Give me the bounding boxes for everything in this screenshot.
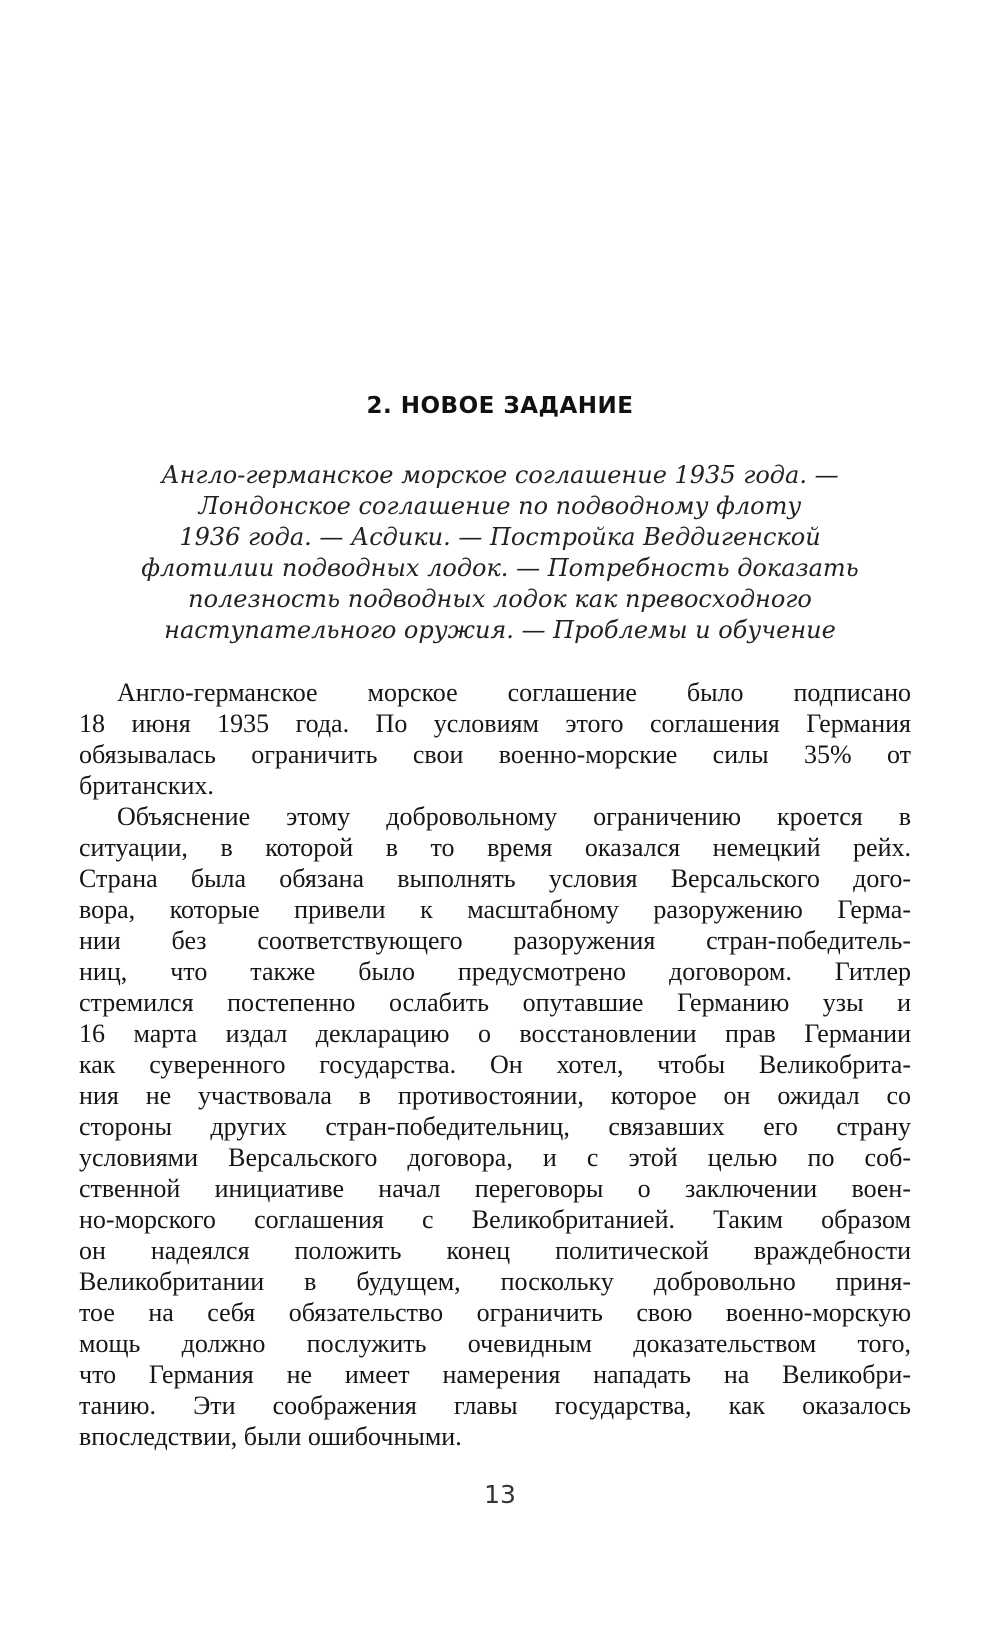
- text-line: 16 марта издал декларацию о восстановлении прав Германии: [79, 1019, 911, 1048]
- text-line: он надеялся положить конец политической враждебности: [79, 1236, 911, 1265]
- paragraph-2: [79, 801, 911, 1452]
- text-line: Великобритании в будущем, поскольку добровольно приня-: [79, 1267, 911, 1296]
- text-line: британских.: [79, 771, 214, 800]
- text-line: стремился постепенно ослабить опутавшие Германию узы и: [79, 988, 911, 1017]
- summary-line: 1936 года. — Асдики. — Постройка Веддигенской: [179, 523, 821, 551]
- text-line: ситуации, в которой в то время оказался немецкий рейх.: [79, 833, 911, 862]
- summary-line: флотилии подводных лодок. — Потребность доказать: [141, 554, 859, 582]
- summary-line: Англо-германское морское соглашение 1935 года. —: [161, 461, 839, 489]
- page-number: 13: [484, 1480, 516, 1509]
- summary-line: Лондонское соглашение по подводному флоту: [198, 492, 802, 520]
- text-line: но-морского соглашения с Великобританией. Таким образом: [79, 1205, 911, 1234]
- text-line: ния не участвовала в противостоянии, которое он ожидал со: [79, 1081, 911, 1110]
- text-line: условиями Версальского договора, и с этой целью по соб-: [79, 1143, 911, 1172]
- text-line: что Германия не имеет намерения нападать на Великобри-: [79, 1360, 911, 1389]
- text-line: ниц, что также было предусмотрено договором. Гитлер: [79, 957, 911, 986]
- text-line: впоследствии, были ошибочными.: [79, 1422, 462, 1451]
- text-line: Страна была обязана выполнять условия Версальского дого-: [79, 864, 911, 893]
- text-line: ственной инициативе начал переговоры о заключении воен-: [79, 1174, 911, 1203]
- chapter-summary: [120, 460, 880, 646]
- body-text: [79, 677, 911, 1452]
- text-line: 18 июня 1935 года. По условиям этого соглашения Германия: [79, 709, 911, 738]
- text-line: вора, которые привели к масштабному разоружению Герма-: [79, 895, 911, 924]
- text-line: тое на себя обязательство ограничить свою военно-морскую: [79, 1298, 911, 1327]
- text-line: как суверенного государства. Он хотел, чтобы Великобрита-: [79, 1050, 911, 1079]
- text-line: обязывалась ограничить свои военно-морские силы 35% от: [79, 740, 911, 769]
- paragraph-1: [79, 677, 911, 801]
- text-line: Объяснение этому добровольному ограничению кроется в: [117, 802, 911, 831]
- text-line: Англо-германское морское соглашение было подписано: [117, 678, 911, 707]
- chapter-title: 2. НОВОЕ ЗАДАНИЕ: [366, 393, 634, 419]
- text-line: танию. Эти соображения главы государства, как оказалось: [79, 1391, 911, 1420]
- summary-line: наступательного оружия. — Проблемы и обучение: [164, 616, 836, 644]
- text-line: нии без соответствующего разоружения стран-победитель-: [79, 926, 911, 955]
- text-line: мощь должно послужить очевидным доказательством того,: [79, 1329, 911, 1358]
- summary-line: полезность подводных лодок как превосходного: [188, 585, 812, 613]
- text-line: стороны других стран-победительниц, связавших его страну: [79, 1112, 911, 1141]
